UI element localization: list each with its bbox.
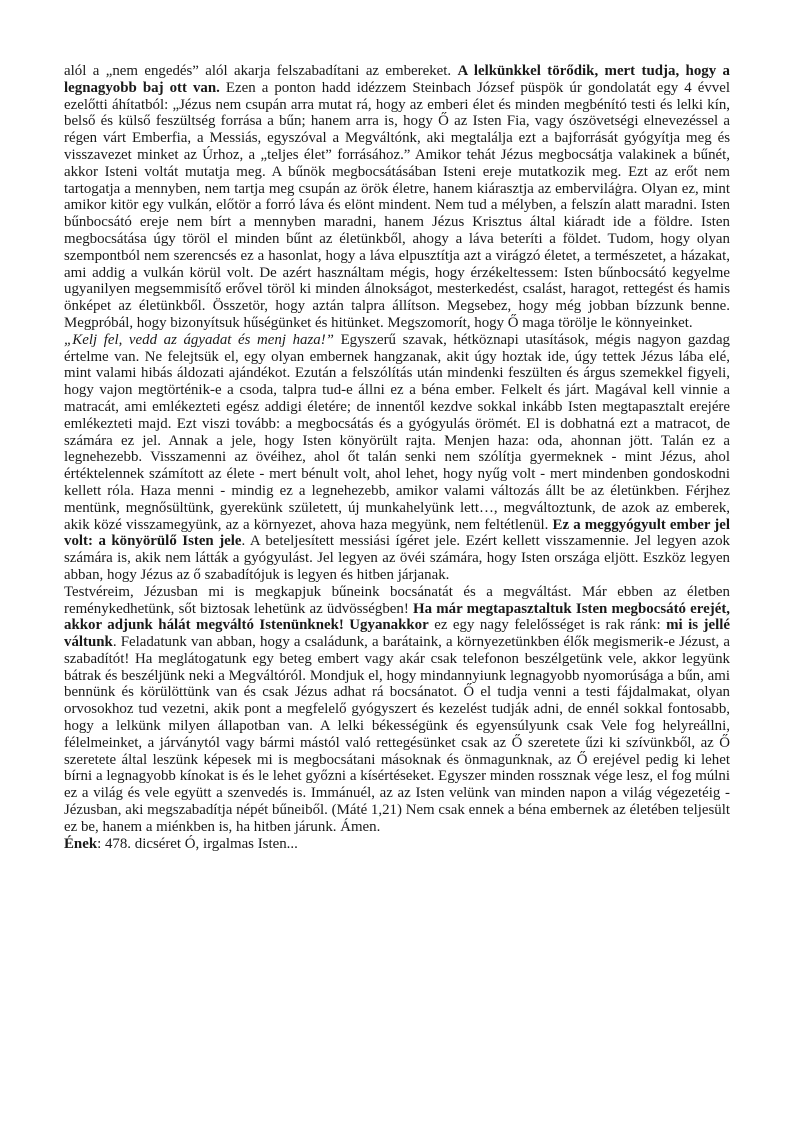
text-run: . A beteljesített messiási ígéret jele. Ezért kellett visszamennie. Jel legyen azok számára is, akik nem látták a gyógyulást. Jel legyen az övéi számára, hogy Isten országa eljött. Eszköz legyen abban, hogy Jézus az ő szabadítójuk is legyen és hitben járjanak. (64, 533, 730, 583)
bold-text-run: Ha már megtapasztaltuk Isten megbocsátó erejét, akkor adjunk hálát megváltó Istenünknek! Ugyanakkor (64, 600, 730, 634)
hymn-label: Ének (64, 835, 98, 852)
text-run: ez egy nagy felelősséget is rak ránk: (428, 617, 667, 634)
text-run: alól a „nem engedés” alól akarja felszabadítani az embereket. (64, 63, 458, 79)
hymn-reference: : 478. dicséret Ó, irgalmas Isten... (97, 835, 298, 852)
paragraph-sermon-forgiveness (64, 63, 730, 332)
text-run: Ezen a ponton hadd idézzem Steinbach József püspök úr gondolatát egy 4 évvel ezelőtti áhítatból: „Jézus nem csupán arra mutat rá, hogy az emberi élet és minden megbénító testi és lelki kín, belső és külső feszültség forrása a bűn; hanem arra is, hogy Ő az Isten Fia, vagy ószövetségi elnevezéssel a régen várt Emberfia, a Messiás, egyszóval a Megváltónk, aki megtalálja ezt a bajforrását gyógyítja meg és visszavezet minket az Úrhoz, a „teljes élet” forrásához.” Amikor tehát Jézus megbocsátja valakinek a bűnét, akkor Isteni voltát mutatja meg. A bűnök megbocsátásában Isteni ereje mutatkozik meg. Ezt az erőt nem tartogatja a mennyben, nem tartja meg csupán az örök életre, hanem kiárasztja az emberviláġra. Olyan ez, mint amikor kitör egy vulkán, előtör a forró láva és elönt mindent. Nem tud a mélyben, a felszín alatt maradni. Isten bűnbocsátó ereje nem bírt a mennyben maradni, hanem Jézus Krisztus által kiáradt ide a földre. Isten megbocsátása úgy töröl el minden bűnt az életünkből, ahogy a láva beteríti a földet. Tudom, hogy olyan szempontból nem szerencsés ez a hasonlat, hogy a láva elpusztítja azt a virágzó életet, a természetet, a házakat, ami addig a vulkán körül volt. De azért használtam mégis, hogy érzékeltessem: Isten bűnbocsátó kegyelme ugyanilyen megsemmisítő erővel töröl ki minden álnokságot, mesterkedést, csalást, haragot, rettegést és hamis önképet az életünkből. Összetör, hogy aztán talpra állítson. Megsebez, hogy még jobban bízzunk benne. Megpróbál, hogy bizonyítsuk hűségünket és hitünket. Megszomorít, hogy Ő maga törölje le könnyeinket. (64, 79, 731, 331)
paragraph-brethren (64, 584, 730, 836)
document-page (64, 63, 730, 852)
bold-text-run: Ez a meggyógyult ember jel volt: a könyörülő Isten jele (64, 516, 731, 550)
text-run: Testvéreim, Jézusban mi is megkapjuk bűneink bocsánatát és a megváltást. Már ebben az életben reménykedhetünk, sőt biztosak lehetünk az üdvösségben! (64, 583, 730, 617)
text-run: . Feladatunk van abban, hogy a családunk, a barátaink, a környezetünkben élők megismerik-e Jézust, a szabadítót! Ha meglátogatunk egy beteg embert vagy akár csak telefonon beszélgetünk vele, akkor legyünk bátrak és beszéljünk neki a Megváltóról. Mondjuk el, hogy mindannyiunk legnagyobb nyomorúsága a bűn, ami bennünk és körülöttünk van és csak Jézus adhat rá bocsánatot. Ő el tudja venni a testi fájdalmakat, olyan orvosokhoz tud vezetni, akik pont a megfelelő gyógyszert és kezelést tudják adni, de ennél sokkal fontosabb, hogy a lelkünk milyen állapotban van. A lelki békességünk és egyensúlyunk csak Vele fog helyreállni, félelmeinket, a járványtól vagy bármi mástól való rettegésünket csak az Ő szeretete űzi ki szívünkből, az Ő szeretete által leszünk képesek mi is megbocsátani másoknak és önmagunknak, az Ő erejével pedig ki lehet bírni a legnagyobb kínokat is és le lehet győzni a kísértéseket. Egyszer minden rossznak vége lesz, el fog múlni ez a világ és vele együtt a szenvedés is. Immánuél, az az Isten velünk van minden napon a világ végezetéig - Jézusban, aki megszabadítja népét bűneiből. (Máté 1,21) Nem csak ennek a béna embernek az életében teljesült ez be, hanem a miénkben is, ha hitben járunk. Ámen. (64, 634, 730, 835)
bold-text-run: mi is jellé váltunk (64, 617, 730, 651)
text-run: Egyszerű szavak, hétköznapi utasítások, mégis nagyon gazdag értelme van. Ne felejtsük el, egy olyan embernek hangzanak, akit úgy hoztak ide, úgy tettek Jézus lába elé, mint valami hibás áldozati ajándékot. Ezután a felszólítás után mindenki feszülten és árgus szemekkel figyeli, hogy vajon megtörténik-e a csoda, talpra tud-e állni ez a béna ember. Felkelt és járt. Magával kell vinnie a matracát, ami emlékezteti egész addigi életére; de innentől kezdve sokkal inkább Isten megtapasztalt erejére emlékezteti majd. Ezt viszi tovább: a megbocsátás és a gyógyulás örömét. El is dobhatná ezt a matracot, de számára ez jel. Annak a jele, hogy Isten könyörült rajta. Menjen haza: oda, ahonnan jött. Talán ez a legnehezebb. Visszamenni az övéihez, ahol őt talán senki nem szólítja gyermeknek - mint Jézus, ahol értéktelennek számított az élete - mert bénult volt, ahol lehet, hogy nyűg volt - mert mindenben gondoskodni kellett róla. Haza menni - mindig ez a legnehezebb, amikor valami változás állt be az életünkben. Férjhez mentünk, megnősültünk, gyerekünk született, új munkahelyünk lett…, megváltoztunk, de azok az emberek, akik közé visszamegyünk, az a környezet, ahova haza megyünk, nem feltétlenül. (64, 331, 730, 533)
italic-quote-run: „Kelj fel, vedd az ágyadat és menj haza!” (64, 331, 334, 348)
bold-text-run: A lelkünkkel törődik, mert tudja, hogy a legnagyobb baj ott van. (64, 63, 730, 96)
paragraph-rise-take-bed (64, 332, 730, 584)
paragraph-hymn (64, 836, 730, 853)
